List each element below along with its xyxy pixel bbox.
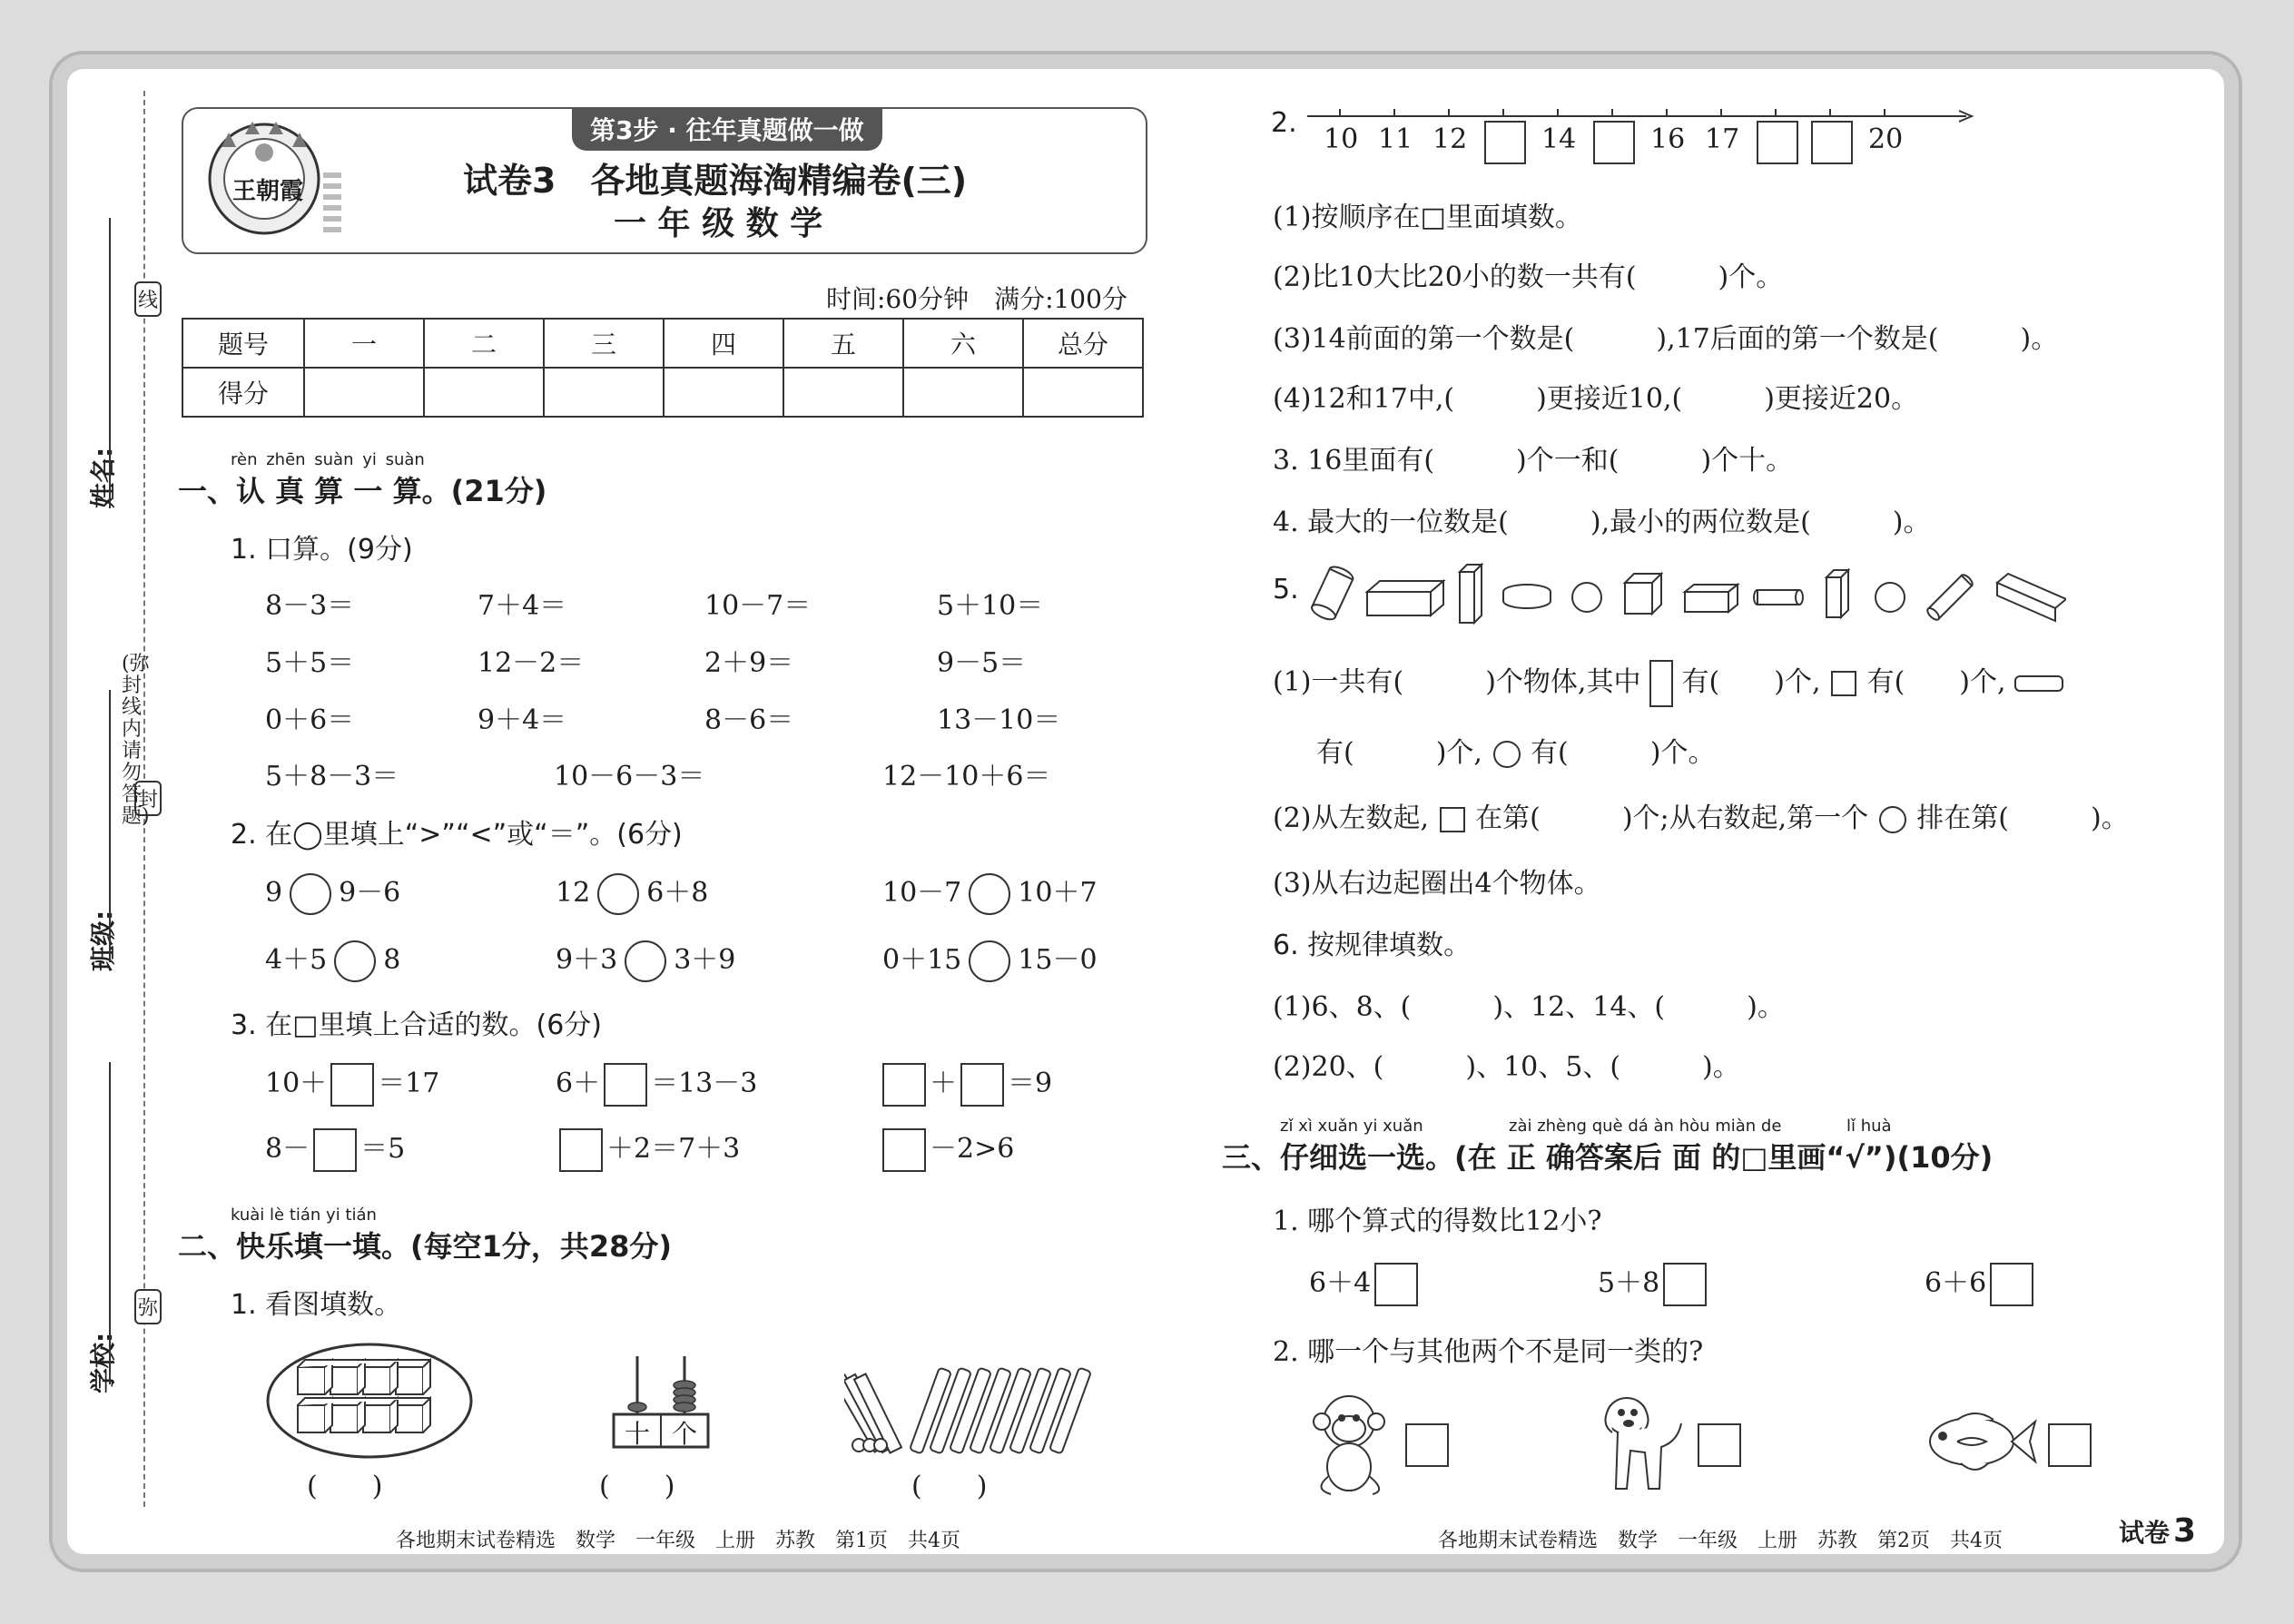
number-line-label: 11 — [1378, 123, 1413, 155]
q6: 6. 按规律填数。 — [1273, 930, 1472, 961]
choice-option — [1598, 1260, 1710, 1306]
score-cell[interactable] — [783, 368, 903, 417]
section3-q1: 1. 哪个算式的得数比12小? — [1273, 1206, 1602, 1237]
fill-text: 8－ — [265, 1133, 310, 1165]
sphere-icon — [1879, 806, 1906, 833]
oral-item: 5＋8－3＝ — [265, 761, 399, 792]
compare-row — [556, 937, 735, 982]
answer-paren[interactable]: ( ) — [599, 1471, 675, 1502]
oral-item: 8－3＝ — [265, 590, 355, 622]
number-line-label: 20 — [1868, 123, 1904, 155]
q2-part: (1)按顺序在□里面填数。 — [1273, 202, 1582, 233]
check-box[interactable] — [1698, 1423, 1741, 1467]
q5-text: 排在第( )。 — [1916, 802, 2129, 834]
check-box[interactable] — [1405, 1423, 1449, 1467]
q5-line — [1273, 795, 2129, 835]
score-cell[interactable] — [304, 368, 424, 417]
binding-margin — [118, 91, 191, 1507]
q5-text: 在第( )个;从右数起,第一个 — [1475, 802, 1869, 834]
q5-text: 有( )个。 — [1531, 737, 1716, 769]
compare-left: 12 — [556, 877, 591, 909]
fill-row — [879, 1060, 1052, 1107]
paper-badge — [2119, 1512, 2196, 1550]
score-header-cell: 题号 — [182, 319, 304, 368]
monkey-image — [1304, 1389, 1394, 1498]
choice-text: 6＋4 — [1309, 1267, 1372, 1299]
score-cell[interactable] — [664, 368, 783, 417]
section1-q2: 2. 在◯里填上“>”“<”或“＝”。(6分) — [231, 819, 683, 851]
compare-left: 9 — [265, 877, 283, 909]
oral-item: 9＋4＝ — [478, 704, 567, 736]
answer-box[interactable] — [313, 1128, 357, 1172]
paper-title: 试卷3 各地真题海淘精编卷(三) — [463, 161, 968, 201]
section3-pinyin: zǐ xì xuǎn yi xuǎn — [1280, 1117, 1423, 1136]
compare-circle[interactable] — [625, 940, 666, 982]
q6-part: (1)6、8、( )、12、14、( )。 — [1273, 991, 1785, 1023]
shapes-row — [1304, 556, 2066, 637]
score-header-cell: 四 — [664, 319, 783, 368]
answer-paren[interactable]: ( ) — [911, 1471, 988, 1502]
score-cell[interactable] — [424, 368, 544, 417]
badge-label: 试卷 — [2119, 1518, 2171, 1548]
choice-text: 5＋8 — [1598, 1267, 1660, 1299]
oral-item: 12－10＋6＝ — [882, 761, 1051, 792]
fill-row — [265, 1126, 405, 1172]
section3-pinyin: lǐ huà — [1846, 1117, 1892, 1136]
compare-circle[interactable] — [290, 873, 331, 915]
compare-circle[interactable] — [969, 940, 1010, 982]
footer-right: 各地期末试卷精选 数学 一年级 上册 苏教 第2页 共4页 — [1438, 1530, 2003, 1552]
fill-text: 10＋ — [265, 1068, 328, 1099]
compare-row — [265, 870, 400, 915]
check-box[interactable] — [2048, 1423, 2092, 1467]
choice-option — [1925, 1260, 2037, 1306]
binding-seal-label: 封 — [134, 781, 162, 816]
section3-title: 三、仔细选一选。(在 正 确答案后 面 的□里画“√”)(10分) — [1222, 1140, 1994, 1175]
oral-item: 10－7＝ — [704, 590, 812, 622]
q5-line — [1316, 730, 1715, 770]
abacus-tens-label: 十 — [625, 1419, 651, 1449]
compare-right: 3＋9 — [674, 944, 736, 976]
cube-icon — [1440, 807, 1465, 832]
grade-subject: 一 年 级 数 学 — [614, 205, 823, 242]
sticks-picture — [844, 1362, 1098, 1462]
section3-pinyin: zài zhèng què dá àn hòu miàn de — [1509, 1117, 1782, 1136]
number-line-label: 17 — [1705, 123, 1740, 155]
section2-q1: 1. 看图填数。 — [231, 1289, 402, 1321]
oral-item: 5＋5＝ — [265, 647, 355, 679]
q5-text: (1)一共有( )个物体,其中 — [1273, 666, 1641, 698]
q5-text: (2)从左数起, — [1273, 802, 1430, 834]
answer-box[interactable] — [882, 1063, 926, 1107]
compare-left: 4＋5 — [265, 944, 328, 976]
compare-right: 10＋7 — [1018, 877, 1098, 909]
answer-box[interactable] — [960, 1063, 1004, 1107]
section1-title: 一、认 真 算 一 算。(21分) — [178, 474, 547, 508]
oral-item: 2＋9＝ — [704, 647, 794, 679]
fill-text: ＝9 — [1008, 1068, 1053, 1099]
oral-item: 13－10＝ — [937, 704, 1061, 736]
fill-text: ＝13－3 — [651, 1068, 758, 1099]
q2-part: (2)比10大比20小的数一共有( )个。 — [1273, 261, 1784, 293]
score-row-label: 得分 — [182, 368, 304, 417]
compare-right: 15－0 — [1018, 944, 1098, 976]
compare-left: 10－7 — [882, 877, 962, 909]
oral-item: 10－6－3＝ — [554, 761, 705, 792]
compare-right: 8 — [383, 944, 401, 976]
score-header-cell: 一 — [304, 319, 424, 368]
answer-box[interactable] — [330, 1063, 374, 1107]
class-line — [109, 690, 111, 962]
answer-box[interactable] — [604, 1063, 647, 1107]
fill-text: －2>6 — [930, 1133, 1015, 1165]
oral-item: 5＋10＝ — [937, 590, 1044, 622]
score-table — [182, 318, 1144, 418]
step-label: 第3步 · 往年真题做一做 — [572, 107, 882, 151]
q3: 3. 16里面有( )个一和( )个十。 — [1273, 445, 1794, 477]
q2-part: (4)12和17中,( )更接近10,( )更接近20。 — [1273, 383, 1919, 415]
compare-circle[interactable] — [969, 873, 1010, 915]
score-header-cell: 总分 — [1023, 319, 1143, 368]
section1-q3: 3. 在□里填上合适的数。(6分) — [231, 1009, 602, 1041]
logo-text: 王朝霞 — [232, 178, 304, 205]
abacus-picture — [610, 1351, 712, 1451]
oral-item: 7＋4＝ — [478, 590, 567, 622]
q6-part: (2)20、( )、10、5、( )。 — [1273, 1051, 1740, 1083]
fill-row — [556, 1060, 757, 1107]
binding-line-label: 线 — [134, 281, 162, 317]
choice-text: 6＋6 — [1925, 1267, 1987, 1299]
badge-number: 3 — [2173, 1512, 2197, 1550]
number-line-label: 12 — [1433, 123, 1468, 155]
school-line — [109, 1062, 111, 1384]
choice-option — [1309, 1260, 1422, 1306]
fill-text: ＝5 — [360, 1133, 406, 1165]
number-line — [1304, 100, 1975, 172]
logo — [205, 120, 323, 238]
q5-line: (3)从右边起圈出4个物体。 — [1273, 868, 1601, 900]
compare-circle[interactable] — [597, 873, 639, 915]
abacus-ones-label: 个 — [672, 1419, 698, 1449]
score-cell[interactable] — [903, 368, 1023, 417]
check-box[interactable] — [1990, 1263, 2033, 1306]
answer-box[interactable] — [882, 1128, 926, 1172]
compare-right: 9－6 — [339, 877, 401, 909]
sphere-icon — [1493, 741, 1521, 768]
section2-pinyin: kuài lè tián yi tián — [231, 1206, 377, 1225]
oral-item: 12－2＝ — [478, 647, 585, 679]
fish-image — [1921, 1402, 2039, 1483]
compare-circle[interactable] — [334, 940, 376, 982]
q5-line — [1273, 659, 2063, 707]
section2-title: 二、快乐填一填。(每空1分，共28分) — [178, 1229, 673, 1264]
score-header-cell: 六 — [903, 319, 1023, 368]
fill-text: 6＋ — [556, 1068, 601, 1099]
section3-q2: 2. 哪一个与其他两个不是同一类的? — [1273, 1336, 1704, 1368]
q4: 4. 最大的一位数是( ),最小的两位数是( )。 — [1273, 507, 1931, 538]
q2-label: 2. — [1271, 107, 1297, 139]
q2-part: (3)14前面的第一个数是( ),17后面的第一个数是( )。 — [1273, 323, 2059, 355]
compare-row — [265, 937, 400, 982]
check-box[interactable] — [1663, 1263, 1707, 1306]
number-line-label: 16 — [1650, 123, 1686, 155]
compare-right: 6＋8 — [646, 877, 709, 909]
fill-row — [879, 1126, 1014, 1172]
header-stripes — [323, 172, 341, 236]
section1-q1: 1. 口算。(9分) — [231, 534, 413, 566]
class-label: 班级: — [88, 910, 118, 971]
dog-image — [1590, 1387, 1690, 1500]
time-score: 时间:60分钟 满分:100分 — [826, 284, 1127, 314]
oral-item: 8－6＝ — [704, 704, 794, 736]
q5-text: 有( )个, — [1866, 666, 2006, 698]
compare-row — [882, 870, 1098, 915]
oral-item: 0＋6＝ — [265, 704, 355, 736]
cube-icon — [1831, 671, 1856, 696]
school-label: 学校: — [88, 1332, 118, 1393]
cubes-picture — [265, 1342, 474, 1460]
compare-row — [882, 937, 1098, 982]
q5-text: 有( )个, — [1316, 737, 1482, 769]
binding-note: (弥封线内请勿答题) — [122, 653, 150, 828]
q5-label: 5. — [1273, 574, 1299, 605]
compare-row — [556, 870, 708, 915]
number-line-label: 14 — [1541, 123, 1577, 155]
q5-text: 有( )个, — [1681, 666, 1821, 698]
compare-left: 0＋15 — [882, 944, 962, 976]
compare-left: 9＋3 — [556, 944, 618, 976]
footer-left: 各地期末试卷精选 数学 一年级 上册 苏教 第1页 共4页 — [396, 1530, 960, 1552]
score-cell[interactable] — [544, 368, 664, 417]
answer-paren[interactable]: ( ) — [307, 1471, 383, 1502]
answer-box[interactable] — [559, 1128, 603, 1172]
fill-text: ＝17 — [378, 1068, 440, 1099]
score-header-cell: 五 — [783, 319, 903, 368]
fill-row — [556, 1126, 740, 1172]
number-line-label: 10 — [1324, 123, 1359, 155]
name-line — [109, 218, 111, 508]
tall-cuboid-icon — [1649, 660, 1673, 707]
section1-pinyin: rèn zhēn suàn yi suàn — [231, 450, 425, 469]
score-header-cell: 二 — [424, 319, 544, 368]
check-box[interactable] — [1374, 1263, 1418, 1306]
oral-item: 9－5＝ — [937, 647, 1027, 679]
score-header-cell: 三 — [544, 319, 664, 368]
cylinder-icon — [2014, 675, 2063, 692]
binding-tear-label: 弥 — [134, 1289, 162, 1324]
fill-text: ＋2＝7＋3 — [606, 1133, 741, 1165]
name-label: 姓名: — [88, 447, 118, 508]
fill-row — [265, 1060, 439, 1107]
fill-text: ＋ — [930, 1068, 957, 1099]
score-cell[interactable] — [1023, 368, 1143, 417]
